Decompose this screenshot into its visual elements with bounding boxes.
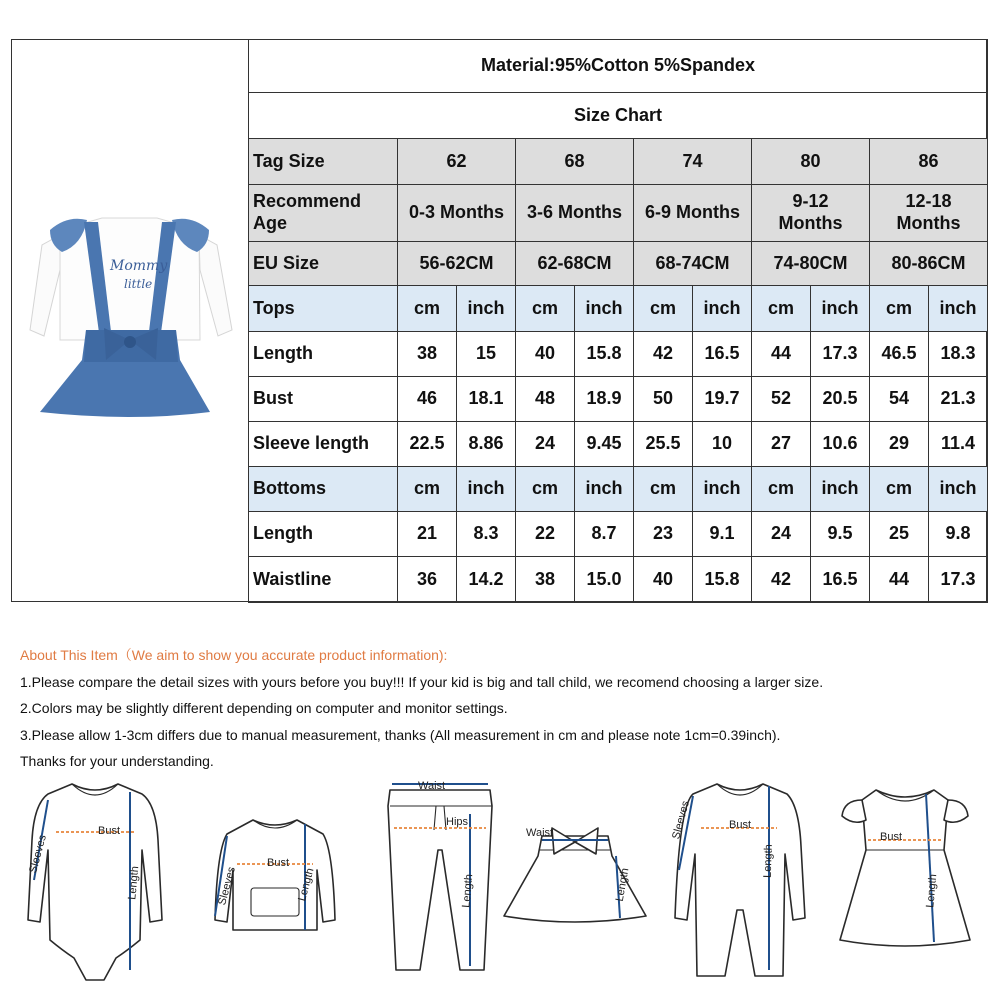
value-cell: 16.5	[811, 557, 870, 603]
tag-size-label: Tag Size	[249, 139, 398, 185]
eu-size-cell: 80-86CM	[870, 242, 988, 286]
label-length: Length	[924, 873, 940, 909]
value-cell: 17.3	[929, 557, 988, 603]
unit-inch: inch	[693, 286, 752, 332]
label-length: Length	[460, 873, 476, 909]
value-cell: 27	[752, 422, 811, 467]
value-cell: 9.1	[693, 512, 752, 557]
product-outfit-illustration	[12, 40, 247, 601]
eu-size-cell: 74-80CM	[752, 242, 870, 286]
value-cell: 10	[693, 422, 752, 467]
sweatshirt-diagram	[205, 770, 345, 995]
value-cell: 38	[398, 332, 457, 377]
label-hips: Hips	[446, 816, 469, 828]
value-cell: 16.5	[693, 332, 752, 377]
value-cell: 25.5	[634, 422, 693, 467]
value-cell: 17.3	[811, 332, 870, 377]
value-cell: 22	[516, 512, 575, 557]
material-text: Material:95%Cotton 5%Spandex	[249, 40, 988, 93]
unit-cm: cm	[752, 286, 811, 332]
row-label: Length	[249, 512, 398, 557]
value-cell: 21.3	[929, 377, 988, 422]
row-label: Sleeve length	[249, 422, 398, 467]
unit-cm: cm	[398, 286, 457, 332]
value-cell: 46.5	[870, 332, 929, 377]
label-sleeves: Sleeves	[670, 799, 692, 841]
dress-diagram	[830, 770, 980, 995]
note-line-4: Thanks for your understanding.	[20, 753, 214, 769]
skirt-diagram	[500, 770, 650, 995]
value-cell: 36	[398, 557, 457, 603]
value-cell: 15.8	[575, 332, 634, 377]
unit-inch: inch	[575, 286, 634, 332]
label-length: Length	[613, 867, 632, 903]
eu-size-cell: 68-74CM	[634, 242, 752, 286]
unit-cm: cm	[870, 467, 929, 512]
value-cell: 52	[752, 377, 811, 422]
value-cell: 20.5	[811, 377, 870, 422]
value-cell: 22.5	[398, 422, 457, 467]
note-line-3: 3.Please allow 1-3cm differs due to manual measurement, thanks (All measurement in cm and please note 1cm=0.39inch).	[20, 726, 781, 743]
product-photo-cell	[11, 39, 248, 602]
unit-inch: inch	[929, 286, 988, 332]
eu-size-label: EU Size	[249, 242, 398, 286]
value-cell: 46	[398, 377, 457, 422]
label-waist: Waist	[526, 827, 554, 839]
about-heading: About This Item（We aim to show you accurate product information):	[20, 647, 448, 663]
label-bust: Bust	[729, 819, 752, 831]
tag-size-cell: 62	[398, 139, 516, 185]
bottoms-label: Bottoms	[249, 467, 398, 512]
value-cell: 18.9	[575, 377, 634, 422]
eu-size-cell: 62-68CM	[516, 242, 634, 286]
value-cell: 18.3	[929, 332, 988, 377]
unit-cm: cm	[398, 467, 457, 512]
value-cell: 25	[870, 512, 929, 557]
note-line-1: 1.Please compare the detail sizes with yours before you buy!!! If your kid is big and tall child, we recomend choosing a larger size.	[20, 673, 824, 690]
tag-size-cell: 80	[752, 139, 870, 185]
value-cell: 42	[752, 557, 811, 603]
unit-inch: inch	[457, 467, 516, 512]
value-cell: 9.5	[811, 512, 870, 557]
bodysuit-diagram	[20, 770, 170, 995]
value-cell: 23	[634, 512, 693, 557]
value-cell: 15.0	[575, 557, 634, 603]
recommend-age-label: Recommend Age	[249, 185, 398, 242]
label-length: Length	[126, 865, 142, 901]
value-cell: 11.4	[929, 422, 988, 467]
value-cell: 29	[870, 422, 929, 467]
tops-label: Tops	[249, 286, 398, 332]
eu-size-cell: 56-62CM	[398, 242, 516, 286]
value-cell: 50	[634, 377, 693, 422]
value-cell: 14.2	[457, 557, 516, 603]
size-chart-title: Size Chart	[249, 93, 988, 139]
label-length: Length	[296, 866, 317, 903]
label-length: Length	[761, 844, 775, 879]
unit-inch: inch	[575, 467, 634, 512]
romper-diagram	[665, 770, 815, 995]
size-chart-table	[248, 39, 988, 603]
unit-inch: inch	[693, 467, 752, 512]
label-sleeves: Sleeves	[27, 833, 49, 875]
tag-size-cell: 86	[870, 139, 988, 185]
unit-inch: inch	[457, 286, 516, 332]
value-cell: 9.45	[575, 422, 634, 467]
value-cell: 24	[752, 512, 811, 557]
age-cell: 9-12 Months	[752, 185, 870, 242]
value-cell: 48	[516, 377, 575, 422]
value-cell: 42	[634, 332, 693, 377]
value-cell: 8.7	[575, 512, 634, 557]
value-cell: 8.86	[457, 422, 516, 467]
about-item-section	[20, 642, 985, 775]
age-cell: 3-6 Months	[516, 185, 634, 242]
unit-cm: cm	[752, 467, 811, 512]
value-cell: 44	[752, 332, 811, 377]
value-cell: 19.7	[693, 377, 752, 422]
unit-cm: cm	[634, 286, 693, 332]
row-label: Length	[249, 332, 398, 377]
svg-text:little: little	[124, 277, 153, 291]
label-bust: Bust	[267, 857, 290, 869]
unit-cm: cm	[516, 286, 575, 332]
label-bust: Bust	[880, 831, 903, 843]
age-cell: 12-18 Months	[870, 185, 988, 242]
value-cell: 8.3	[457, 512, 516, 557]
row-label: Bust	[249, 377, 398, 422]
measurement-diagrams	[0, 770, 1000, 995]
unit-inch: inch	[811, 286, 870, 332]
unit-cm: cm	[516, 467, 575, 512]
value-cell: 38	[516, 557, 575, 603]
unit-inch: inch	[929, 467, 988, 512]
value-cell: 15	[457, 332, 516, 377]
label-bust: Bust	[98, 825, 121, 837]
value-cell: 54	[870, 377, 929, 422]
label-waist: Waist	[418, 780, 446, 792]
svg-text:Mommy: Mommy	[110, 258, 168, 274]
value-cell: 15.8	[693, 557, 752, 603]
value-cell: 40	[634, 557, 693, 603]
value-cell: 9.8	[929, 512, 988, 557]
value-cell: 24	[516, 422, 575, 467]
value-cell: 44	[870, 557, 929, 603]
tag-size-cell: 68	[516, 139, 634, 185]
value-cell: 18.1	[457, 377, 516, 422]
label-sleeves: Sleeves	[216, 865, 238, 907]
note-line-2: 2.Colors may be slightly different depending on computer and monitor settings.	[20, 700, 508, 716]
age-cell: 0-3 Months	[398, 185, 516, 242]
value-cell: 10.6	[811, 422, 870, 467]
tag-size-cell: 74	[634, 139, 752, 185]
age-cell: 6-9 Months	[634, 185, 752, 242]
row-label: Waistline	[249, 557, 398, 603]
unit-cm: cm	[634, 467, 693, 512]
unit-inch: inch	[811, 467, 870, 512]
pants-diagram	[380, 770, 500, 995]
unit-cm: cm	[870, 286, 929, 332]
value-cell: 40	[516, 332, 575, 377]
value-cell: 21	[398, 512, 457, 557]
